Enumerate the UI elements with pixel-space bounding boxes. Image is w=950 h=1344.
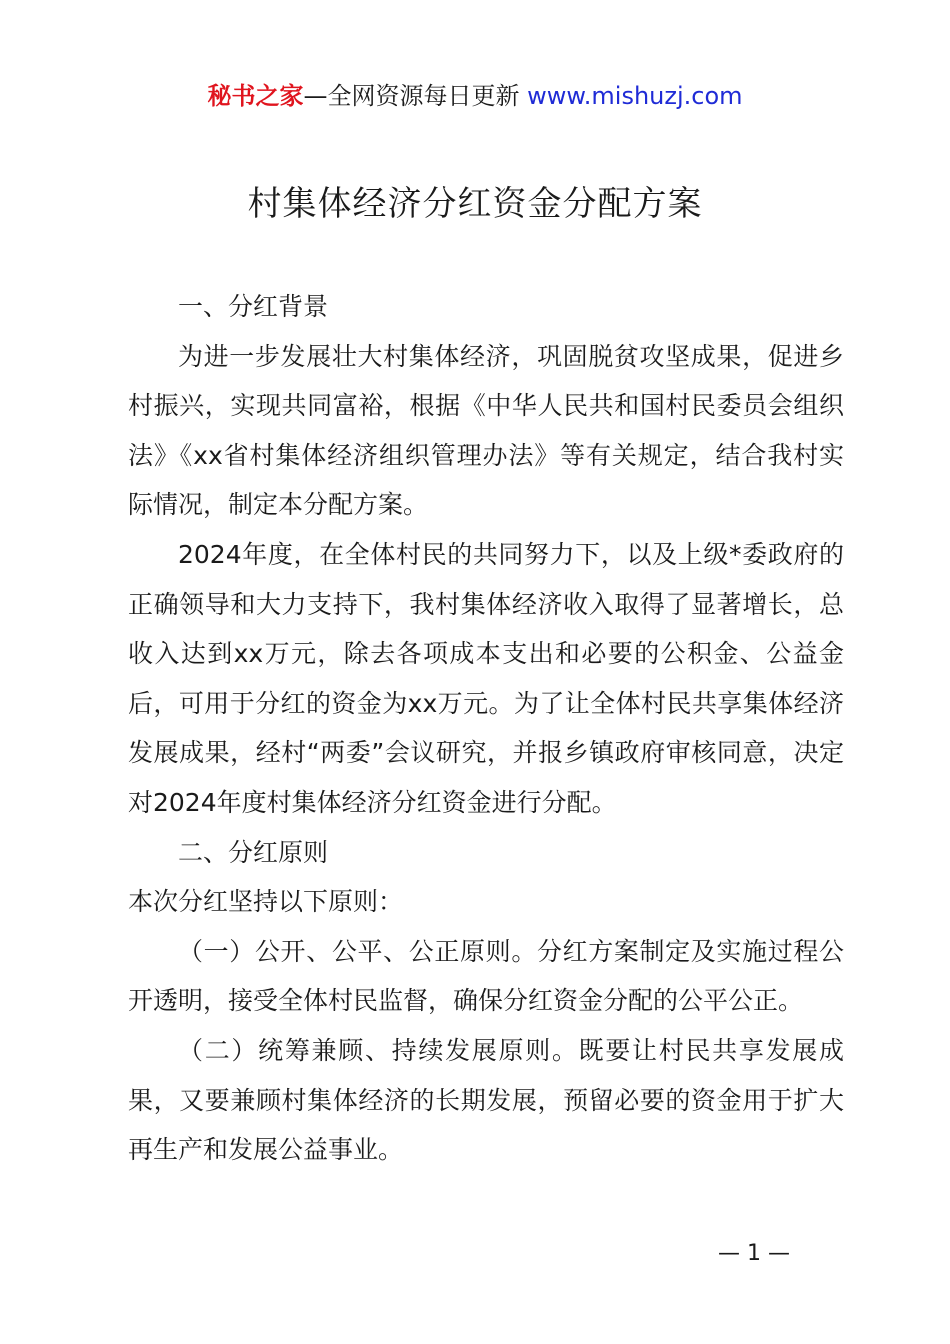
- paragraph-principle-1: （一）公开、公平、公正原则。分红方案制定及实施过程公开透明，接受全体村民监督，确保分红资金分配的公平公正。: [128, 936, 844, 1016]
- brand-name: 秘书之家: [207, 82, 304, 110]
- paragraph-principles-intro: 本次分红坚持以下原则：: [128, 887, 404, 917]
- paragraph-principle-2: （二）统筹兼顾、持续发展原则。既要让村民共享发展成果，又要兼顾村集体经济的长期发展，预留必要的资金用于扩大再生产和发展公益事业。: [128, 1035, 844, 1165]
- page-number: — 1 —: [718, 1241, 790, 1266]
- site-url-link[interactable]: www.mishuzj.com: [527, 82, 743, 110]
- site-header: [0, 80, 950, 112]
- paragraph-background-income: 2024年度，在全体村民的共同努力下，以及上级*委政府的正确领导和大力支持下，我村集体经济收入取得了显著增长，总收入达到xx万元，除去各项成本支出和必要的公积金、公益金后，可用于分红的资金为xx万元。为了让全体村民共享集体经济发展成果，经村“两委”会议研究，并报乡镇政府审核同意，决定对2024年度村集体经济分红资金进行分配。: [128, 539, 844, 817]
- document-title: 村集体经济分红资金分配方案: [247, 184, 703, 224]
- header-slogan: —全网资源每日更新: [303, 82, 528, 110]
- section-heading-principles: 二、分红原则: [178, 837, 329, 867]
- section-heading-background: 一、分红背景: [178, 292, 329, 321]
- paragraph-background-intro: 为进一步发展壮大村集体经济，巩固脱贫攻坚成果，促进乡村振兴，实现共同富裕，根据《中华人民共和国村民委员会组织法》《xx省村集体经济组织管理办法》等有关规定，结合我村实际情况，制定本分配方案。: [128, 341, 844, 520]
- document-body: [128, 282, 844, 1175]
